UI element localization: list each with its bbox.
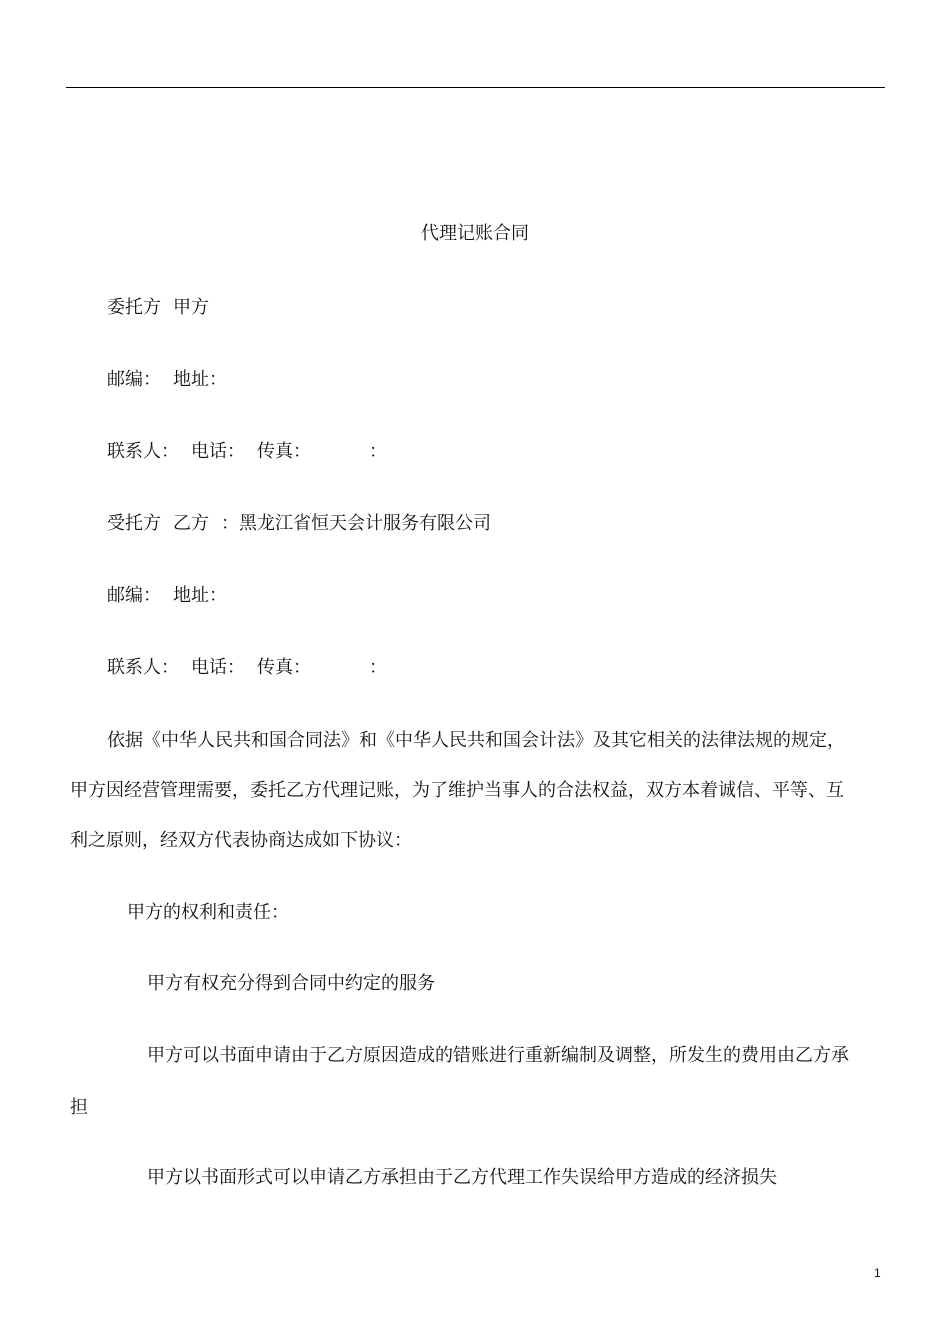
preamble-line-1: 依据《中华人民共和国合同法》和《中华人民共和国会计法》及其它相关的法律法规的规定， xyxy=(107,730,845,751)
preamble-line-3: 利之原则，经双方代表协商达成如下协议： xyxy=(70,830,412,851)
section-heading: 甲方的权利和责任： xyxy=(127,902,289,923)
party-a-postcode-label: 邮编： xyxy=(107,369,161,390)
party-b-name: 乙方 xyxy=(173,513,209,534)
party-b-contact-line xyxy=(107,656,387,680)
party-b-line xyxy=(107,512,491,536)
party-a-contact-line xyxy=(107,440,387,464)
party-b-label: 受托方 xyxy=(107,513,161,534)
party-b-postcode-label: 邮编： xyxy=(107,585,161,606)
party-a-postal-line xyxy=(107,368,227,392)
party-a-contact-label: 联系人： xyxy=(107,441,179,462)
party-b-contact-label: 联系人： xyxy=(107,657,179,678)
party-b-fax-label: 传真： xyxy=(257,657,311,678)
party-b-trailing-colon: ： xyxy=(369,657,387,678)
party-a-trailing-colon: ： xyxy=(369,441,387,462)
party-b-company: ：黑龙江省恒天会计服务有限公司 xyxy=(221,513,491,534)
party-b-postal-line xyxy=(107,584,227,608)
document-title: 代理记账合同 xyxy=(421,223,529,244)
preamble-line-2: 甲方因经营管理需要，委托乙方代理记账，为了维护当事人的合法权益，双方本着诚信、平等、互 xyxy=(70,780,844,801)
party-a-phone-label: 电话： xyxy=(191,441,245,462)
clause-3: 甲方以书面形式可以申请乙方承担由于乙方代理工作失误给甲方造成的经济损失 xyxy=(147,1167,777,1188)
clause-2-line-1: 甲方可以书面申请由于乙方原因造成的错账进行重新编制及调整，所发生的费用由乙方承 xyxy=(147,1045,849,1066)
clause-2-line-2: 担 xyxy=(70,1097,88,1118)
party-a-line xyxy=(107,296,209,320)
page-number: 1 xyxy=(874,1266,881,1280)
party-a-address-label: 地址： xyxy=(173,369,227,390)
party-a-label: 委托方 xyxy=(107,297,161,318)
party-a-name: 甲方 xyxy=(173,297,209,318)
party-b-phone-label: 电话： xyxy=(191,657,245,678)
party-b-address-label: 地址： xyxy=(173,585,227,606)
party-a-fax-label: 传真： xyxy=(257,441,311,462)
clause-1: 甲方有权充分得到合同中约定的服务 xyxy=(147,973,435,994)
header-rule xyxy=(66,87,885,88)
